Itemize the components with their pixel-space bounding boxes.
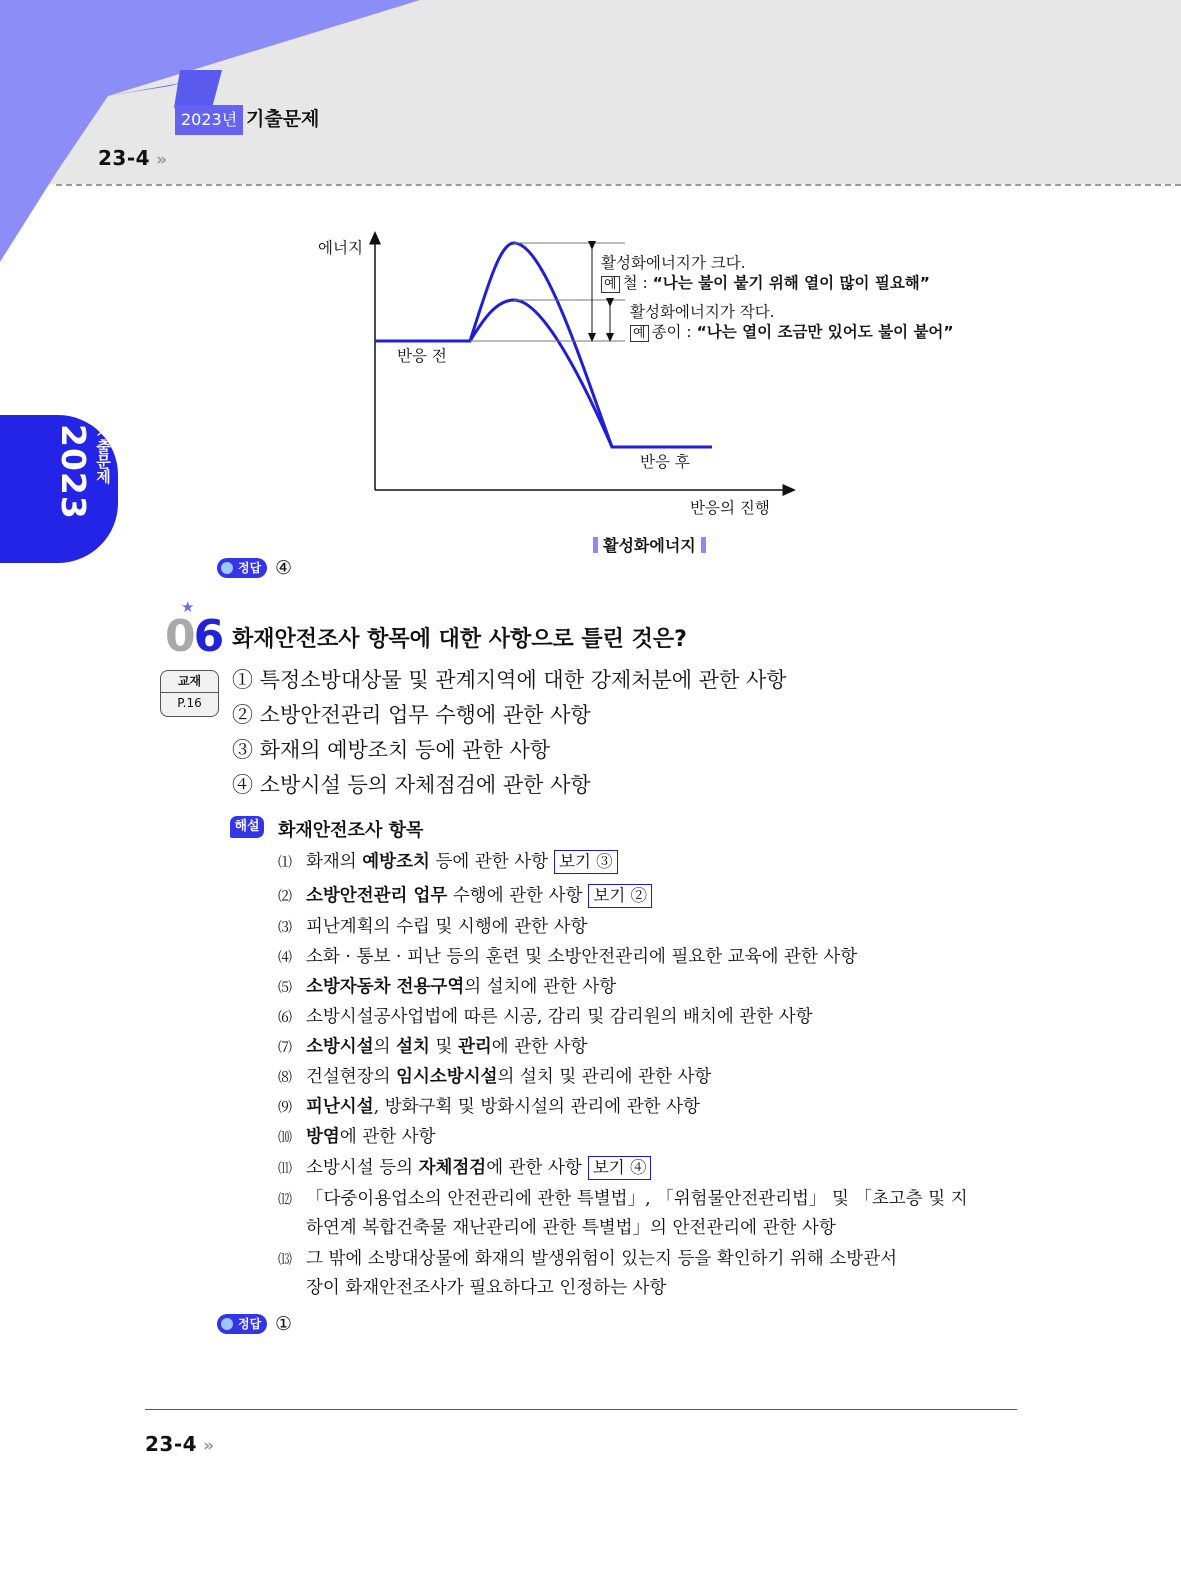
item-number: ⒀ — [278, 1252, 292, 1268]
high-activation-label: 활성화에너지가 크다. — [601, 254, 746, 272]
header-page-number — [98, 146, 167, 170]
item-text: 에 관한 사항 — [339, 1127, 436, 1147]
item-text: 및 — [429, 1037, 458, 1057]
item-text: 피난계획의 수립 및 시행에 관한 사항 — [306, 917, 588, 937]
item-number: ⑼ — [278, 1100, 292, 1116]
item-number: ⑷ — [278, 950, 292, 966]
question-number — [165, 612, 222, 662]
after-label: 반응 후 — [640, 453, 690, 471]
year-badge: 2023년 — [175, 105, 243, 135]
item-text: 의 설치에 관한 사항 — [464, 977, 617, 997]
footer-divider — [145, 1409, 1017, 1410]
example-quote: “나는 불이 붙기 위해 열이 많이 필요해” — [652, 274, 930, 292]
answer-value: ④ — [275, 557, 293, 579]
item-number: ⑺ — [278, 1040, 292, 1056]
answer-value: ① — [275, 1313, 293, 1335]
caption-bar-right — [701, 537, 706, 553]
item-bold: 관리 — [457, 1037, 492, 1057]
bogi-box: 보기 ③ — [554, 850, 618, 874]
item-text: 에 관한 사항 — [491, 1037, 588, 1057]
example-quote: “나는 열이 조금만 있어도 불이 붙어” — [696, 323, 954, 341]
explanation-item-4 — [278, 943, 857, 972]
item-bold: 소방안전관리 업무 — [306, 886, 448, 906]
item-text: 소방시설 등의 — [306, 1158, 419, 1178]
item-bold: 자체점검 — [418, 1158, 487, 1178]
item-bold: 소방자동차 전용구역 — [306, 977, 465, 997]
reference-page: P.16 — [177, 696, 202, 710]
example-box: 예 — [630, 325, 649, 342]
explanation-item-12-continued: 하연계 복합건축물 재난관리에 관한 특별법」의 안전관리에 관한 사항 — [306, 1218, 836, 1238]
item-text: 그 밖에 소방대상물에 화재의 발생위험이 있는지 등을 확인하기 위해 소방관서 — [306, 1249, 898, 1269]
bogi-box: 보기 ④ — [588, 1156, 652, 1180]
item-text: 의 — [373, 1037, 397, 1057]
y-axis-label: 에너지 — [318, 239, 363, 257]
question-number-zero: 0 — [165, 611, 194, 662]
page-number-text: 23-4 — [98, 146, 151, 170]
answer-badge-label: 정답 — [238, 1317, 262, 1331]
item-bold: 예방조치 — [362, 852, 430, 872]
item-text: 소방시설공사업법에 따른 시공, 감리 및 감리원의 배치에 관한 사항 — [306, 1007, 813, 1027]
item-bold: 소방시설 — [306, 1037, 374, 1057]
example-subject: 종이 : — [651, 323, 697, 341]
side-tab-small: 기출문제 — [94, 424, 112, 484]
item-text: 화재의 — [306, 852, 363, 872]
high-activation-example — [601, 273, 930, 293]
bogi-box: 보기 ② — [588, 884, 652, 908]
explanation-item-13 — [278, 1245, 897, 1274]
chart-caption-text: 활성화에너지 — [603, 536, 696, 555]
low-activation-label: 활성화에너지가 작다. — [630, 303, 775, 321]
item-bold: 설치 — [396, 1037, 430, 1057]
chevron-right-icon: » — [203, 1436, 215, 1456]
option-4: ④ 소방시설 등의 자체점검에 관한 사항 — [232, 773, 591, 797]
explanation-badge: 해설 — [230, 816, 264, 838]
low-activation-curve — [470, 300, 612, 447]
item-text: 소화 · 통보 · 피난 등의 훈련 및 소방안전관리에 필요한 교육에 관한 사항 — [306, 947, 858, 967]
explanation-item-2 — [278, 882, 652, 911]
item-number: ⑾ — [278, 1161, 292, 1177]
explanation-item-12 — [278, 1185, 968, 1214]
answer-badge — [217, 1314, 267, 1334]
option-2: ② 소방안전관리 업무 수행에 관한 사항 — [232, 703, 591, 727]
explanation-title: 화재안전조사 항목 — [278, 820, 424, 841]
explanation-item-7 — [278, 1033, 587, 1062]
item-text: 에 관한 사항 — [486, 1158, 582, 1178]
answer-badge — [217, 558, 267, 578]
page-number-text: 23-4 — [145, 1432, 198, 1456]
option-3: ③ 화재의 예방조치 등에 관한 사항 — [232, 738, 551, 762]
header-title: 기출문제 — [246, 108, 320, 130]
item-number: ⑻ — [278, 1070, 292, 1086]
explanation-item-3 — [278, 913, 587, 942]
answer — [217, 1313, 292, 1335]
example-box: 예 — [601, 276, 620, 293]
explanation-item-5 — [278, 973, 616, 1002]
item-bold: 임시소방시설 — [396, 1067, 498, 1087]
caption-bar-left — [593, 537, 598, 553]
answer-badge-label: 정답 — [238, 561, 262, 575]
side-tab-label — [50, 424, 114, 554]
answer-dot-icon — [221, 562, 233, 574]
explanation-item-8 — [278, 1063, 711, 1092]
item-text: 「다중이용업소의 안전관리에 관한 특별법」, 「위험물안전관리법」 및 「초고층 및 지 — [306, 1189, 968, 1209]
textbook-reference — [160, 670, 219, 717]
question-number-six: 6 — [193, 611, 223, 662]
item-number: ⑴ — [278, 855, 292, 871]
item-number: ⑵ — [278, 889, 292, 905]
explanation-item-10 — [278, 1123, 435, 1152]
explanation-item-13-continued: 장이 화재안전조사가 필요하다고 인정하는 사항 — [306, 1278, 667, 1298]
option-1: ① 특정소방대상물 및 관계지역에 대한 강제처분에 관한 사항 — [232, 668, 787, 692]
explanation-item-1 — [278, 848, 618, 877]
footer-page-number — [145, 1432, 214, 1456]
item-bold: 피난시설 — [306, 1097, 374, 1117]
example-subject: 철 : — [622, 274, 653, 292]
x-axis-label: 반응의 진행 — [690, 499, 770, 517]
before-label: 반응 전 — [397, 347, 447, 365]
explanation-item-6 — [278, 1003, 813, 1032]
chevron-right-icon: » — [156, 150, 168, 170]
item-text: 건설현장의 — [306, 1067, 397, 1087]
reference-top: 교재 — [161, 671, 218, 693]
item-number: ⑿ — [278, 1192, 292, 1208]
item-number: ⑸ — [278, 980, 292, 996]
star-icon: ★ — [181, 598, 195, 616]
item-number: ⑽ — [278, 1130, 292, 1146]
question-text: 화재안전조사 항목에 대한 사항으로 틀린 것은? — [232, 627, 687, 652]
item-text: 등에 관한 사항 — [429, 852, 549, 872]
answer-dot-icon — [221, 1318, 233, 1330]
header-divider — [56, 184, 1181, 186]
item-text: 의 설치 및 관리에 관한 사항 — [497, 1067, 712, 1087]
explanation-item-11 — [278, 1154, 651, 1183]
chart-caption — [588, 533, 711, 556]
item-text: , 방화구획 및 방화시설의 관리에 관한 사항 — [373, 1097, 700, 1117]
item-bold: 방염 — [306, 1127, 340, 1147]
previous-answer — [217, 557, 292, 579]
side-tab-year: 2023 — [54, 424, 93, 520]
item-number: ⑹ — [278, 1010, 292, 1026]
item-text: 수행에 관한 사항 — [447, 886, 583, 906]
explanation-item-9 — [278, 1093, 700, 1122]
item-number: ⑶ — [278, 920, 292, 936]
low-activation-example — [630, 322, 954, 342]
